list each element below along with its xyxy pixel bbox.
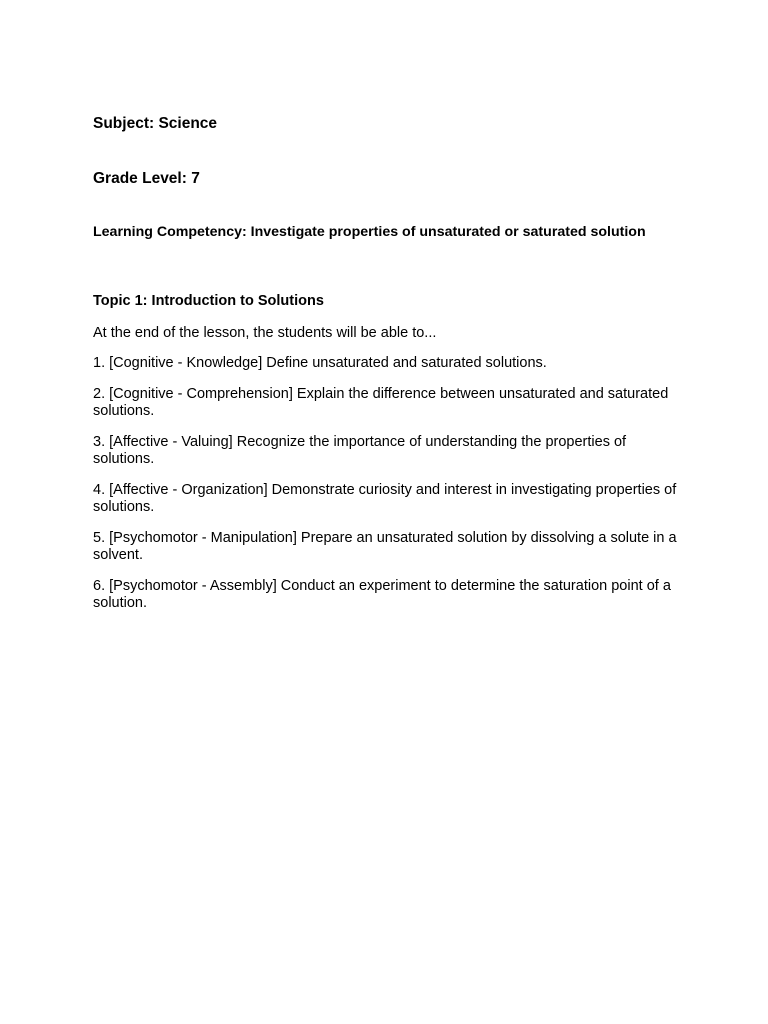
objective-item: 2. [Cognitive - Comprehension] Explain the difference between unsaturated and saturated solutions. (93, 386, 669, 419)
objectives-list (93, 355, 678, 626)
grade-level-heading: Grade Level: 7 (93, 170, 200, 187)
learning-competency: Learning Competency: Investigate properties of unsaturated or saturated solution (93, 224, 646, 240)
subject-heading: Subject: Science (93, 115, 218, 132)
objectives-intro: At the end of the lesson, the students will be able to... (93, 325, 437, 341)
objective-item: 4. [Affective - Organization] Demonstrate curiosity and interest in investigating properties of solutions. (93, 482, 677, 515)
objective-item: 5. [Psychomotor - Manipulation] Prepare an unsaturated solution by dissolving a solute in a solvent. (93, 530, 677, 563)
topic-heading: Topic 1: Introduction to Solutions (93, 293, 324, 309)
objective-item: 6. [Psychomotor - Assembly] Conduct an experiment to determine the saturation point of a solution. (93, 578, 671, 611)
objective-item: 1. [Cognitive - Knowledge] Define unsaturated and saturated solutions. (93, 355, 547, 371)
objective-item: 3. [Affective - Valuing] Recognize the importance of understanding the properties of solutions. (93, 434, 627, 467)
